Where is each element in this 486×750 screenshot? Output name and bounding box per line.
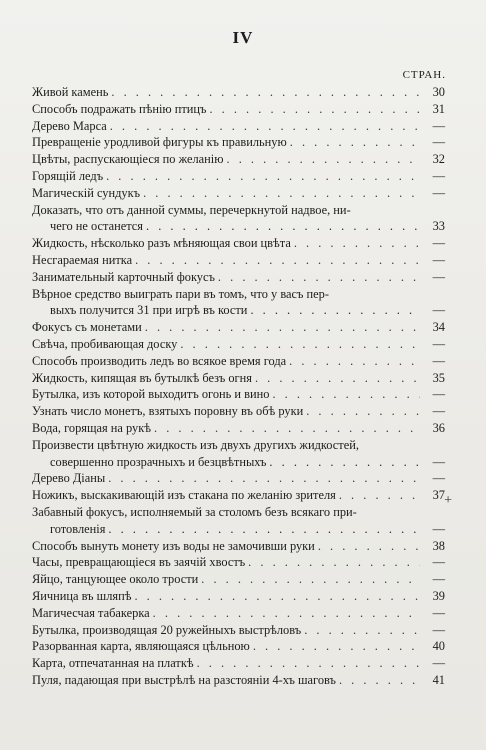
toc-entry-page: — [432,605,445,620]
toc-entry [32,437,445,454]
toc-entry-title: Бутылка, производящая 20 ружейныхъ выстрѣловъ [32,622,302,637]
toc-entry [32,622,445,639]
toc-entry-page: — [432,269,445,284]
toc-entry [32,538,445,555]
toc-entry [32,84,445,101]
toc-entry [32,101,445,118]
toc-entry-title-cont: готовленія [50,521,106,536]
toc-entry [32,319,445,336]
toc-entry [32,168,445,185]
toc-entry-title: Вода, горящая на рукѣ [32,420,152,435]
toc-entry-page: 35 [432,370,445,385]
leader-dots [290,134,420,151]
toc-entry-page: — [432,622,445,637]
toc-entry-page: 36 [432,420,445,435]
toc-entry-page: — [432,252,445,267]
toc-entry-page: — [432,236,445,251]
leader-dots [306,403,420,420]
toc-entry [32,554,445,571]
toc-entry-title: Пуля, падающая при выстрѣлѣ на разстояніи 4-хъ шаговъ [32,672,336,687]
toc-entry-title: Яйцо, танцующее около трости [32,572,199,587]
leader-dots [255,370,420,387]
toc-entry-title: Жидкость, нѣсколько разъ мѣняющая свои цвѣта [32,236,291,251]
toc-entry-page: — [432,656,445,671]
leader-dots [289,353,420,370]
page-number: IV [232,28,254,47]
toc-entry-page: — [432,336,445,351]
toc-entry-page: — [432,572,445,587]
toc-entry-page: — [432,353,445,368]
toc-entry-title: Часы, превращающіеся въ заячій хвостъ [32,555,246,570]
toc-entry-title: Свѣча, пробивающая доску [32,336,178,351]
toc-entry-title: Способъ подражать пѣнію птицъ [32,101,207,116]
toc-entry-page: 33 [432,219,445,234]
leader-dots [154,420,420,437]
toc-entry-title: Превращеніе уродливой фигуры къ правильную [32,135,287,150]
toc-entry [32,252,445,269]
toc-entry-title: Жидкость, кипящая въ бутылкѣ безъ огня [32,370,252,385]
toc-entry-continuation [32,521,445,538]
toc-entry-page: — [432,454,445,469]
leader-dots [108,470,420,487]
leader-dots [253,638,420,655]
toc-entry-title: Ножикъ, выскакивающій изъ стакана по желанію зрителя [32,488,336,503]
toc-entry-title: Произвести цвѣтную жидкость изъ двухъ другихъ жидкостей, [32,437,359,452]
toc-entry [32,370,445,387]
leader-dots [339,672,420,689]
toc-entry [32,403,445,420]
toc-entry-title: Разорванная карта, являющаяся цѣльною [32,639,250,654]
toc-entry-page: 30 [432,85,445,99]
toc-entry-page: 31 [432,101,445,116]
leader-dots [108,521,420,538]
table-of-contents [32,84,445,689]
toc-entry-title: Занимательный карточный фокусъ [32,269,215,284]
leader-dots [272,386,420,403]
leader-dots [304,622,420,639]
page-column-header: СТРАН. [402,69,446,81]
toc-entry-title: Магичесчая табакерка [32,605,150,620]
toc-entry-title: Узнать число монетъ, взятыхъ поровну въ обѣ руки [32,404,304,419]
toc-entry [32,420,445,437]
toc-entry-page: 40 [432,639,445,654]
toc-entry-title: Способъ производить ледъ во всякое время года [32,353,287,368]
leader-dots [146,218,420,235]
toc-entry-page: — [432,135,445,150]
toc-entry-title: Способъ вынуть монету изъ воды не замочивши руки [32,538,315,553]
leader-dots [106,168,420,185]
leader-dots [110,118,420,135]
leader-dots [218,269,420,286]
toc-entry [32,336,445,353]
toc-entry [32,605,445,622]
toc-entry-page: — [432,521,445,536]
toc-entry-title: Живой камень [32,85,109,99]
toc-entry-page: — [432,404,445,419]
toc-entry-page: 39 [432,588,445,603]
toc-entry-page: 41 [432,672,445,687]
toc-entry-title: Забавный фокусъ, исполняемый за столомъ безъ всякаго при- [32,504,357,519]
leader-dots [248,554,420,571]
toc-entry-title: Карта, отпечатанная на платкѣ [32,656,194,671]
toc-entry-page: 34 [432,320,445,335]
toc-entry-page: 32 [432,152,445,167]
toc-entry [32,151,445,168]
toc-entry [32,487,445,504]
toc-entry [32,655,445,672]
toc-entry-title-cont: выхъ получится 31 при игрѣ въ кости [50,303,248,318]
toc-entry-page: — [432,168,445,183]
toc-entry [32,571,445,588]
toc-entry [32,286,445,303]
toc-entry-title: Горящій ледъ [32,168,104,183]
leader-dots [339,487,420,504]
leader-dots [180,336,420,353]
toc-entry-continuation [32,218,445,235]
toc-entry-title: Дерево Діаны [32,471,106,486]
toc-entry-page: — [432,185,445,200]
leader-dots [269,454,420,471]
toc-entry [32,470,445,487]
toc-entry-page: — [432,387,445,402]
leader-dots [143,185,420,202]
leader-dots [294,235,420,252]
leader-dots [197,655,420,672]
leader-dots [135,252,420,269]
toc-entry-title-cont: совершенно прозрачныхъ и безцвѣтныхъ [50,454,267,469]
toc-entry [32,118,445,135]
margin-mark: + [444,493,452,508]
toc-entry-title: Вѣрное средство выиграть пари въ томъ, что у васъ пер- [32,286,329,301]
toc-entry [32,235,445,252]
toc-entry-title: Дерево Марса [32,118,107,133]
toc-entry [32,134,445,151]
toc-entry [32,638,445,655]
toc-entry-page: — [432,555,445,570]
toc-entry-title: Магическій сундукъ [32,185,141,200]
leader-dots [318,538,420,555]
toc-entry [32,269,445,286]
toc-entry-title: Цвѣты, распускающіеся по желанію [32,152,224,167]
toc-entry [32,672,445,689]
leader-dots [111,84,420,101]
toc-entry [32,353,445,370]
toc-entry-page: 37 [432,488,445,503]
leader-dots [153,605,420,622]
toc-entry-title: Яичница въ шляпѣ [32,588,132,603]
toc-entry-page: 38 [432,538,445,553]
leader-dots [250,302,420,319]
toc-entry-page: — [432,118,445,133]
toc-entry [32,386,445,403]
toc-entry-title: Доказать, что отъ данной суммы, перечеркнутой надвое, ни- [32,202,351,217]
toc-entry-continuation [32,302,445,319]
toc-entry [32,588,445,605]
leader-dots [134,588,420,605]
toc-entry-continuation [32,454,445,471]
toc-entry [32,504,445,521]
leader-dots [209,101,420,118]
leader-dots [145,319,420,336]
toc-entry-title: Бутылка, изъ которой выходитъ огонь и вино [32,387,270,402]
leader-dots [227,151,421,168]
toc-entry [32,185,445,202]
toc-entry-page: — [432,471,445,486]
toc-entry-title: Несгараемая нитка [32,252,133,267]
toc-entry [32,202,445,219]
toc-entry-title: Фокусъ съ монетами [32,320,142,335]
toc-entry-title-cont: чего не останется [50,219,143,234]
toc-entry-page: — [432,303,445,318]
leader-dots [201,571,420,588]
